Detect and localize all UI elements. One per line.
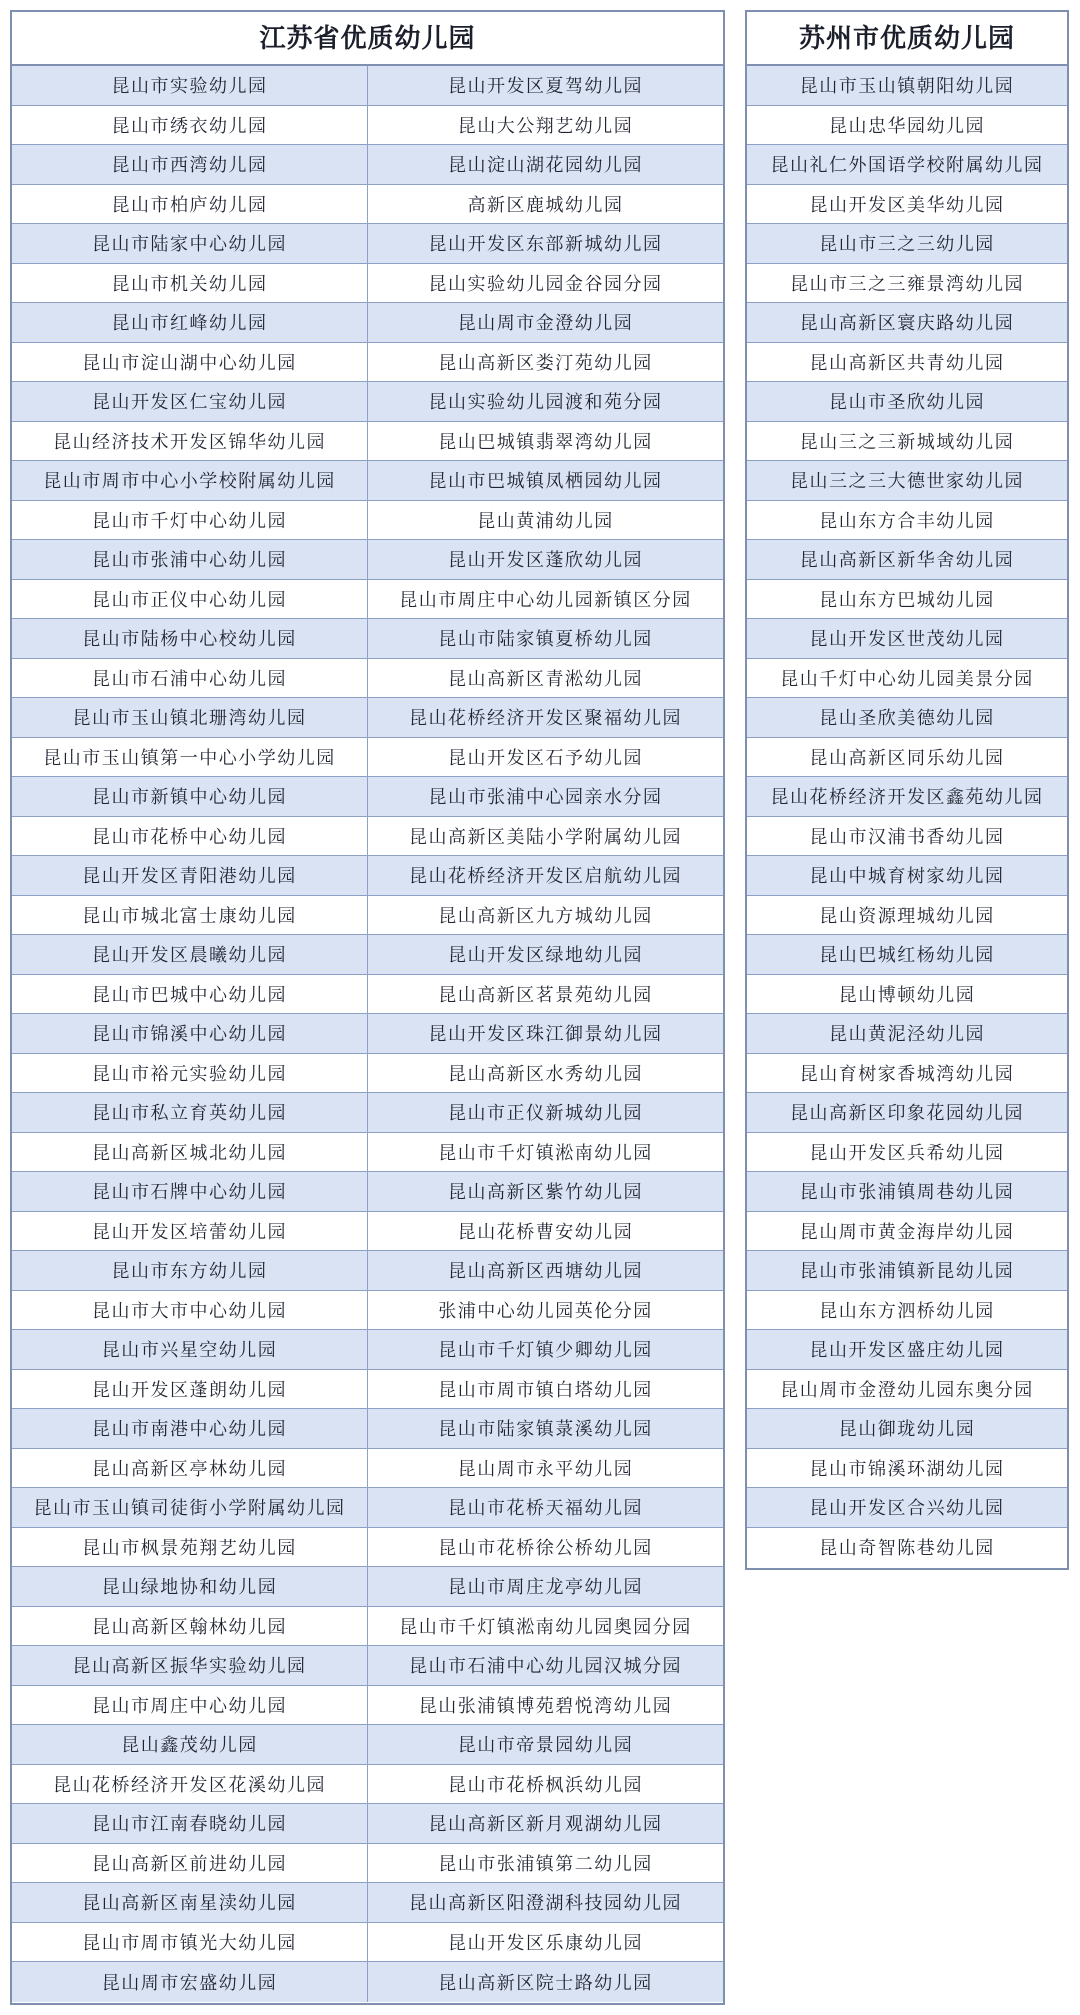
table-row bbox=[12, 185, 723, 225]
kindergarten-name: 昆山市圣欣幼儿园 bbox=[829, 392, 985, 414]
kindergarten-name-right: 昆山市陆家镇夏桥幼儿园 bbox=[367, 619, 723, 658]
kindergarten-name: 昆山礼仁外国语学校附属幼儿园 bbox=[770, 155, 1044, 177]
kindergarten-name-right: 昆山开发区乐康幼儿园 bbox=[367, 1923, 723, 1962]
kindergarten-name-left: 昆山绿地协和幼儿园 bbox=[101, 1577, 278, 1599]
table-row bbox=[12, 1409, 723, 1449]
kindergarten-name-left: 昆山市陆家中心幼儿园 bbox=[92, 234, 287, 256]
kindergarten-name-right: 昆山市陆家镇菉溪幼儿园 bbox=[367, 1409, 723, 1448]
table-row bbox=[747, 698, 1067, 738]
kindergarten-name-left: 昆山市锦溪中心幼儿园 bbox=[92, 1024, 287, 1046]
kindergarten-name: 昆山开发区盛庄幼儿园 bbox=[809, 1340, 1005, 1362]
table-row bbox=[12, 1765, 723, 1805]
kindergarten-name-left: 昆山开发区晨曦幼儿园 bbox=[92, 945, 287, 967]
kindergarten-name-left: 昆山市实验幼儿园 bbox=[111, 76, 268, 98]
kindergarten-name-left: 昆山经济技术开发区锦华幼儿园 bbox=[53, 431, 326, 453]
table-row bbox=[747, 1488, 1067, 1528]
kindergarten-name-right: 高新区鹿城幼儿园 bbox=[367, 185, 723, 224]
table-row bbox=[12, 777, 723, 817]
kindergarten-name-right: 昆山开发区东部新城幼儿园 bbox=[367, 224, 723, 263]
kindergarten-name-right: 昆山开发区蓬欣幼儿园 bbox=[367, 540, 723, 579]
kindergarten-name: 昆山高新区共青幼儿园 bbox=[809, 352, 1005, 374]
kindergarten-name: 昆山市锦溪环湖幼儿园 bbox=[809, 1458, 1005, 1480]
table-row bbox=[747, 1330, 1067, 1370]
table-row bbox=[747, 896, 1067, 936]
table-row bbox=[747, 1449, 1067, 1489]
kindergarten-name-left: 昆山高新区前进幼儿园 bbox=[92, 1853, 287, 1875]
kindergarten-name-right: 昆山市花桥枫浜幼儿园 bbox=[367, 1765, 723, 1804]
kindergarten-name-left: 昆山市绣衣幼儿园 bbox=[111, 115, 268, 137]
kindergarten-name: 昆山周市金澄幼儿园东奥分园 bbox=[780, 1379, 1034, 1401]
kindergarten-name-right: 昆山高新区青淞幼儿园 bbox=[367, 659, 723, 698]
table-row bbox=[747, 66, 1067, 106]
table-row bbox=[747, 501, 1067, 541]
kindergarten-name: 昆山中城育树家幼儿园 bbox=[809, 866, 1005, 888]
kindergarten-name-left: 昆山高新区振华实验幼儿园 bbox=[72, 1656, 307, 1678]
table-row bbox=[747, 540, 1067, 580]
kindergarten-name-right: 昆山高新区水秀幼儿园 bbox=[367, 1054, 723, 1093]
table-row bbox=[747, 343, 1067, 383]
table-row bbox=[12, 1172, 723, 1212]
kindergarten-name: 昆山开发区世茂幼儿园 bbox=[809, 629, 1005, 651]
table-row bbox=[12, 1962, 723, 2002]
kindergarten-name-right: 昆山淀山湖花园幼儿园 bbox=[367, 145, 723, 184]
table-row bbox=[12, 106, 723, 146]
kindergarten-name: 昆山开发区美华幼儿园 bbox=[809, 194, 1005, 216]
kindergarten-name-right: 昆山高新区茗景苑幼儿园 bbox=[367, 975, 723, 1014]
kindergarten-name-left: 昆山市周市镇光大幼儿园 bbox=[82, 1932, 297, 1954]
table-row bbox=[12, 817, 723, 857]
table-row bbox=[747, 1528, 1067, 1568]
table-row bbox=[747, 382, 1067, 422]
kindergarten-name-left: 昆山市周庄中心幼儿园 bbox=[92, 1695, 287, 1717]
jiangsu-table-body bbox=[12, 66, 723, 2002]
kindergarten-name-left: 昆山市柏庐幼儿园 bbox=[111, 194, 268, 216]
kindergarten-name: 昆山东方巴城幼儿园 bbox=[819, 589, 995, 611]
kindergarten-name-right: 昆山市千灯镇少卿幼儿园 bbox=[367, 1330, 723, 1369]
kindergarten-name: 昆山市玉山镇朝阳幼儿园 bbox=[799, 76, 1015, 98]
kindergarten-name-right: 昆山实验幼儿园金谷园分园 bbox=[367, 264, 723, 303]
kindergarten-name: 昆山三之三新城域幼儿园 bbox=[799, 431, 1015, 453]
kindergarten-name-left: 昆山市玉山镇第一中心小学幼儿园 bbox=[43, 747, 336, 769]
table-row bbox=[747, 1370, 1067, 1410]
table-row bbox=[12, 619, 723, 659]
kindergarten-name-right: 张浦中心幼儿园英伦分园 bbox=[367, 1291, 723, 1330]
table-row bbox=[12, 303, 723, 343]
kindergarten-name-right: 昆山高新区新月观湖幼儿园 bbox=[367, 1804, 723, 1843]
kindergarten-name: 昆山资源理城幼儿园 bbox=[819, 905, 995, 927]
table-row bbox=[12, 659, 723, 699]
kindergarten-name: 昆山高新区印象花园幼儿园 bbox=[790, 1103, 1024, 1125]
suzhou-table bbox=[745, 10, 1069, 1570]
kindergarten-name-right: 昆山市周庄龙亭幼儿园 bbox=[367, 1567, 723, 1606]
table-row bbox=[747, 1054, 1067, 1094]
kindergarten-name-right: 昆山市千灯镇淞南幼儿园奥园分园 bbox=[367, 1607, 723, 1646]
kindergarten-name-right: 昆山市巴城镇凤栖园幼儿园 bbox=[367, 461, 723, 500]
jiangsu-table bbox=[10, 10, 725, 2005]
kindergarten-name-right: 昆山花桥经济开发区启航幼儿园 bbox=[367, 856, 723, 895]
kindergarten-name-right: 昆山花桥经济开发区聚福幼儿园 bbox=[367, 698, 723, 737]
kindergarten-name-right: 昆山开发区夏驾幼儿园 bbox=[367, 66, 723, 105]
kindergarten-name-left: 昆山市正仪中心幼儿园 bbox=[92, 589, 287, 611]
kindergarten-name-left: 昆山市枫景苑翔艺幼儿园 bbox=[82, 1537, 297, 1559]
kindergarten-name-right: 昆山开发区珠江御景幼儿园 bbox=[367, 1014, 723, 1053]
kindergarten-name-right: 昆山高新区院士路幼儿园 bbox=[367, 1962, 723, 2002]
kindergarten-name-left: 昆山市周市中心小学校附属幼儿园 bbox=[43, 471, 336, 493]
kindergarten-name-right: 昆山张浦镇博苑碧悦湾幼儿园 bbox=[367, 1686, 723, 1725]
table-row bbox=[12, 66, 723, 106]
table-row bbox=[747, 1409, 1067, 1449]
table-row bbox=[747, 619, 1067, 659]
table-row bbox=[747, 935, 1067, 975]
kindergarten-name-left: 昆山市玉山镇北珊湾幼儿园 bbox=[72, 708, 307, 730]
kindergarten-name-left: 昆山市西湾幼儿园 bbox=[111, 155, 268, 177]
table-row bbox=[12, 1646, 723, 1686]
kindergarten-name: 昆山高新区寰庆路幼儿园 bbox=[799, 313, 1015, 335]
table-row bbox=[747, 1212, 1067, 1252]
table-row bbox=[12, 1370, 723, 1410]
table-row bbox=[12, 1449, 723, 1489]
table-row bbox=[12, 1607, 723, 1647]
table-row bbox=[12, 738, 723, 778]
table-row bbox=[747, 185, 1067, 225]
table-row bbox=[747, 777, 1067, 817]
kindergarten-name-right: 昆山市石浦中心幼儿园汉城分园 bbox=[367, 1646, 723, 1685]
kindergarten-name-right: 昆山市周庄中心幼儿园新镇区分园 bbox=[367, 580, 723, 619]
kindergarten-name-left: 昆山市城北富士康幼儿园 bbox=[82, 905, 297, 927]
kindergarten-name-left: 昆山高新区翰林幼儿园 bbox=[92, 1616, 287, 1638]
kindergarten-name-right: 昆山大公翔艺幼儿园 bbox=[367, 106, 723, 145]
kindergarten-name: 昆山花桥经济开发区鑫苑幼儿园 bbox=[770, 787, 1044, 809]
kindergarten-name: 昆山黄泥泾幼儿园 bbox=[829, 1024, 985, 1046]
table-row bbox=[12, 896, 723, 936]
table-row bbox=[12, 1291, 723, 1331]
kindergarten-name-left: 昆山市大市中心幼儿园 bbox=[92, 1300, 287, 1322]
table-row bbox=[12, 698, 723, 738]
kindergarten-name-right: 昆山高新区九方城幼儿园 bbox=[367, 896, 723, 935]
table-row bbox=[12, 975, 723, 1015]
table-row bbox=[747, 1093, 1067, 1133]
kindergarten-name-left: 昆山周市宏盛幼儿园 bbox=[101, 1972, 278, 1994]
kindergarten-name-right: 昆山市正仪新城幼儿园 bbox=[367, 1093, 723, 1132]
kindergarten-name-left: 昆山高新区城北幼儿园 bbox=[92, 1142, 287, 1164]
kindergarten-name-left: 昆山高新区亭林幼儿园 bbox=[92, 1458, 287, 1480]
kindergarten-name-right: 昆山巴城镇翡翠湾幼儿园 bbox=[367, 422, 723, 461]
kindergarten-name-left: 昆山市玉山镇司徒街小学附属幼儿园 bbox=[33, 1498, 346, 1520]
kindergarten-name-right: 昆山开发区绿地幼儿园 bbox=[367, 935, 723, 974]
kindergarten-name-left: 昆山市红峰幼儿园 bbox=[111, 313, 268, 335]
table-row bbox=[12, 856, 723, 896]
table-row bbox=[747, 580, 1067, 620]
table-row bbox=[12, 1923, 723, 1963]
jiangsu-table-title: 江苏省优质幼儿园 bbox=[12, 12, 723, 66]
kindergarten-name-left: 昆山市裕元实验幼儿园 bbox=[92, 1063, 287, 1085]
table-row bbox=[12, 1567, 723, 1607]
kindergarten-name: 昆山市三之三雍景湾幼儿园 bbox=[790, 273, 1024, 295]
table-row bbox=[12, 1528, 723, 1568]
kindergarten-name: 昆山市三之三幼儿园 bbox=[819, 234, 995, 256]
kindergarten-name-right: 昆山市张浦镇第二幼儿园 bbox=[367, 1844, 723, 1883]
kindergarten-name: 昆山圣欣美德幼儿园 bbox=[819, 708, 995, 730]
table-row bbox=[747, 738, 1067, 778]
kindergarten-name-right: 昆山市周市镇白塔幼儿园 bbox=[367, 1370, 723, 1409]
kindergarten-name: 昆山东方合丰幼儿园 bbox=[819, 510, 995, 532]
table-row bbox=[747, 1014, 1067, 1054]
kindergarten-name-left: 昆山市新镇中心幼儿园 bbox=[92, 787, 287, 809]
kindergarten-name-left: 昆山市机关幼儿园 bbox=[111, 273, 268, 295]
table-row bbox=[12, 1093, 723, 1133]
kindergarten-name-left: 昆山市江南春晓幼儿园 bbox=[92, 1814, 287, 1836]
table-row bbox=[12, 1844, 723, 1884]
kindergarten-name-right: 昆山开发区石予幼儿园 bbox=[367, 738, 723, 777]
kindergarten-name-left: 昆山开发区培蕾幼儿园 bbox=[92, 1221, 287, 1243]
kindergarten-name-left: 昆山市私立育英幼儿园 bbox=[92, 1103, 287, 1125]
kindergarten-name-right: 昆山高新区阳澄湖科技园幼儿园 bbox=[367, 1883, 723, 1922]
kindergarten-name: 昆山市张浦镇新昆幼儿园 bbox=[799, 1261, 1015, 1283]
kindergarten-name-right: 昆山黄浦幼儿园 bbox=[367, 501, 723, 540]
kindergarten-name-right: 昆山市帝景园幼儿园 bbox=[367, 1725, 723, 1764]
suzhou-table-body bbox=[747, 66, 1067, 1567]
table-row bbox=[12, 145, 723, 185]
table-row bbox=[747, 224, 1067, 264]
table-row bbox=[747, 1291, 1067, 1331]
table-row bbox=[747, 1133, 1067, 1173]
table-row bbox=[12, 1212, 723, 1252]
kindergarten-name-right: 昆山实验幼儿园渡和苑分园 bbox=[367, 382, 723, 421]
kindergarten-name: 昆山高新区新华舍幼儿园 bbox=[799, 550, 1015, 572]
kindergarten-name-left: 昆山市张浦中心幼儿园 bbox=[92, 550, 287, 572]
table-row bbox=[12, 461, 723, 501]
table-row bbox=[12, 264, 723, 304]
kindergarten-name-right: 昆山市花桥天福幼儿园 bbox=[367, 1488, 723, 1527]
kindergarten-name-right: 昆山高新区紫竹幼儿园 bbox=[367, 1172, 723, 1211]
table-row bbox=[747, 145, 1067, 185]
kindergarten-name-right: 昆山高新区美陆小学附属幼儿园 bbox=[367, 817, 723, 856]
table-row bbox=[12, 1488, 723, 1528]
table-row bbox=[747, 1251, 1067, 1291]
table-row bbox=[747, 975, 1067, 1015]
kindergarten-name-left: 昆山市石牌中心幼儿园 bbox=[92, 1182, 287, 1204]
kindergarten-name: 昆山周市黄金海岸幼儿园 bbox=[799, 1221, 1015, 1243]
kindergarten-name-left: 昆山市兴星空幼儿园 bbox=[101, 1340, 278, 1362]
table-row bbox=[12, 935, 723, 975]
table-row bbox=[747, 461, 1067, 501]
table-row bbox=[747, 106, 1067, 146]
table-row bbox=[747, 817, 1067, 857]
kindergarten-name: 昆山高新区同乐幼儿园 bbox=[809, 747, 1005, 769]
kindergarten-name-left: 昆山花桥经济开发区花溪幼儿园 bbox=[53, 1774, 326, 1796]
table-row bbox=[747, 1172, 1067, 1212]
kindergarten-name: 昆山巴城红杨幼儿园 bbox=[819, 945, 995, 967]
kindergarten-name-left: 昆山市东方幼儿园 bbox=[111, 1261, 268, 1283]
kindergarten-name-left: 昆山市巴城中心幼儿园 bbox=[92, 984, 287, 1006]
kindergarten-name-left: 昆山市花桥中心幼儿园 bbox=[92, 826, 287, 848]
kindergarten-name-left: 昆山高新区南星渎幼儿园 bbox=[82, 1893, 297, 1915]
kindergarten-name-left: 昆山市南港中心幼儿园 bbox=[92, 1419, 287, 1441]
kindergarten-name: 昆山千灯中心幼儿园美景分园 bbox=[780, 668, 1034, 690]
table-row bbox=[12, 1686, 723, 1726]
table-row bbox=[12, 382, 723, 422]
table-row bbox=[12, 1054, 723, 1094]
kindergarten-name: 昆山奇智陈巷幼儿园 bbox=[819, 1538, 995, 1560]
suzhou-table-title: 苏州市优质幼儿园 bbox=[747, 12, 1067, 66]
table-row bbox=[747, 303, 1067, 343]
kindergarten-name-left: 昆山开发区青阳港幼儿园 bbox=[82, 866, 297, 888]
table-row bbox=[12, 501, 723, 541]
kindergarten-name-right: 昆山高新区娄汀苑幼儿园 bbox=[367, 343, 723, 382]
table-row bbox=[12, 1804, 723, 1844]
kindergarten-name-right: 昆山市花桥徐公桥幼儿园 bbox=[367, 1528, 723, 1567]
kindergarten-name-right: 昆山花桥曹安幼儿园 bbox=[367, 1212, 723, 1251]
table-row bbox=[12, 224, 723, 264]
table-row bbox=[747, 659, 1067, 699]
kindergarten-name: 昆山博顿幼儿园 bbox=[838, 984, 976, 1006]
kindergarten-name-left: 昆山鑫茂幼儿园 bbox=[121, 1735, 258, 1757]
kindergarten-name-right: 昆山市千灯镇淞南幼儿园 bbox=[367, 1133, 723, 1172]
kindergarten-name-left: 昆山开发区仁宝幼儿园 bbox=[92, 392, 287, 414]
kindergarten-name-left: 昆山市千灯中心幼儿园 bbox=[92, 510, 287, 532]
table-row bbox=[12, 1014, 723, 1054]
table-row bbox=[12, 343, 723, 383]
kindergarten-name: 昆山市汉浦书香幼儿园 bbox=[809, 826, 1005, 848]
kindergarten-name-left: 昆山市淀山湖中心幼儿园 bbox=[82, 352, 297, 374]
table-row bbox=[12, 540, 723, 580]
table-row bbox=[747, 422, 1067, 462]
kindergarten-name: 昆山育树家香城湾幼儿园 bbox=[799, 1063, 1015, 1085]
table-row bbox=[12, 1330, 723, 1370]
kindergarten-name: 昆山御珑幼儿园 bbox=[838, 1419, 976, 1441]
table-row bbox=[12, 1725, 723, 1765]
kindergarten-name: 昆山忠华园幼儿园 bbox=[829, 115, 985, 137]
kindergarten-name-right: 昆山周市永平幼儿园 bbox=[367, 1449, 723, 1488]
table-row bbox=[12, 1251, 723, 1291]
table-row bbox=[12, 422, 723, 462]
table-row bbox=[12, 580, 723, 620]
kindergarten-name-left: 昆山市陆杨中心校幼儿园 bbox=[82, 629, 297, 651]
table-row bbox=[747, 856, 1067, 896]
kindergarten-name: 昆山开发区合兴幼儿园 bbox=[809, 1498, 1005, 1520]
kindergarten-name: 昆山开发区兵希幼儿园 bbox=[809, 1142, 1005, 1164]
table-row bbox=[12, 1133, 723, 1173]
table-row bbox=[747, 264, 1067, 304]
kindergarten-name: 昆山东方泗桥幼儿园 bbox=[819, 1300, 995, 1322]
kindergarten-name-right: 昆山高新区西塘幼儿园 bbox=[367, 1251, 723, 1290]
table-row bbox=[12, 1883, 723, 1923]
kindergarten-name-left: 昆山市石浦中心幼儿园 bbox=[92, 668, 287, 690]
kindergarten-name: 昆山市张浦镇周巷幼儿园 bbox=[799, 1182, 1015, 1204]
kindergarten-name-right: 昆山市张浦中心园亲水分园 bbox=[367, 777, 723, 816]
kindergarten-name: 昆山三之三大德世家幼儿园 bbox=[790, 471, 1024, 493]
kindergarten-name-right: 昆山周市金澄幼儿园 bbox=[367, 303, 723, 342]
kindergarten-name-left: 昆山开发区蓬朗幼儿园 bbox=[92, 1379, 287, 1401]
